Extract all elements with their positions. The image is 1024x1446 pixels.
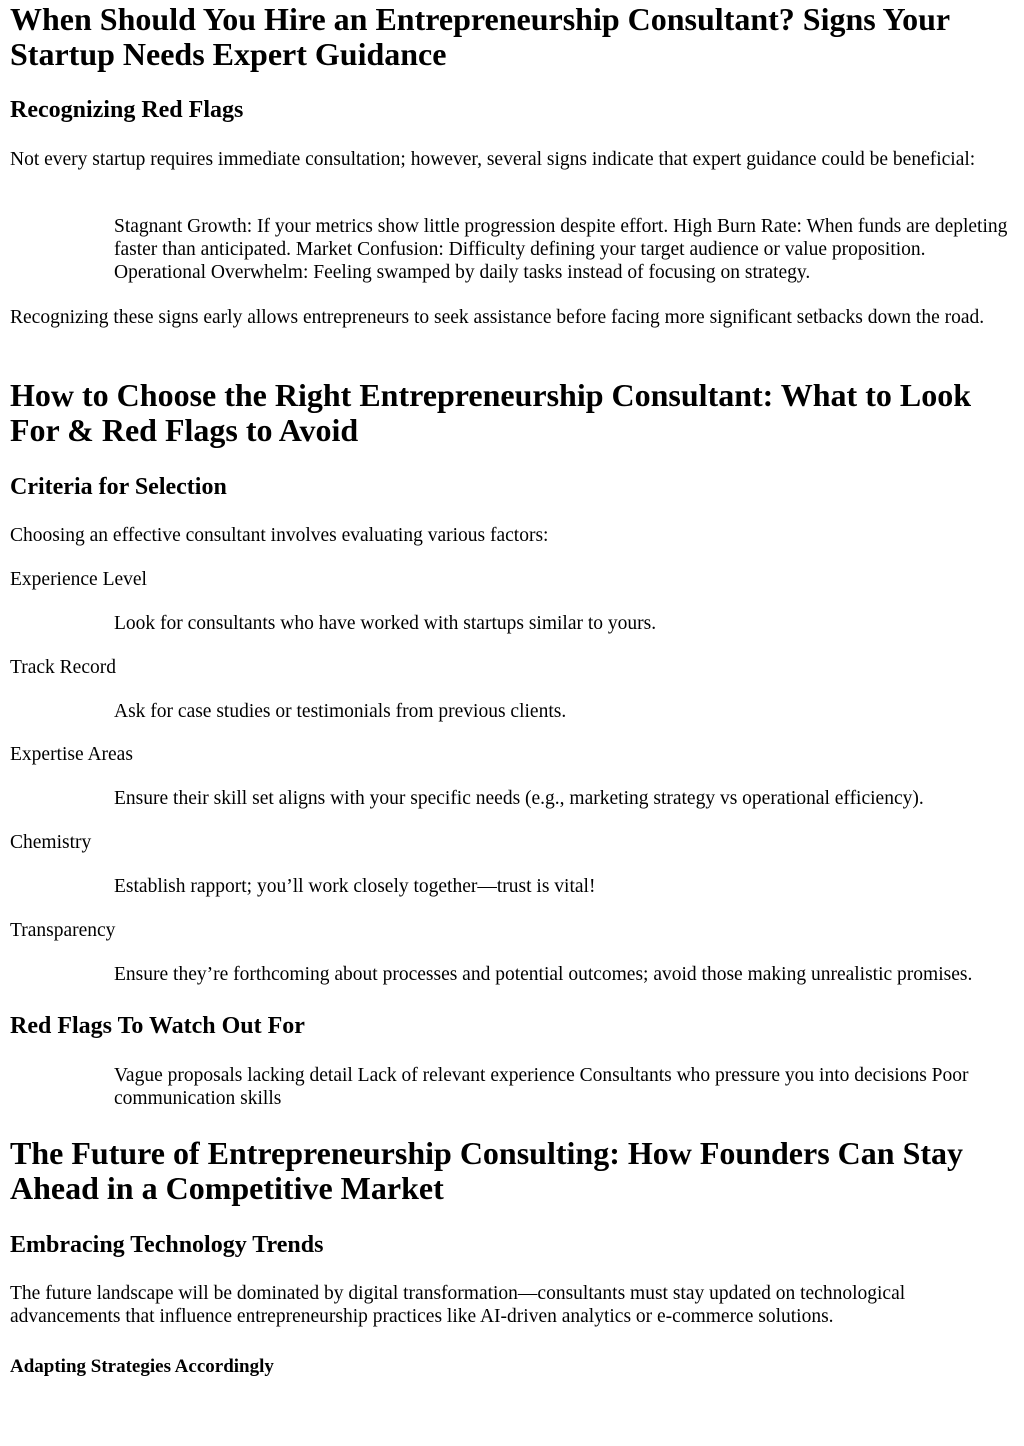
subheading-red-flags-watch: Red Flags To Watch Out For bbox=[10, 1013, 305, 1039]
criteria-term: Transparency bbox=[10, 920, 116, 941]
paragraph-criteria-intro: Choosing an effective consultant involves evaluating various factors: bbox=[10, 525, 549, 546]
section-title-hire: When Should You Hire an Entrepreneurship Consultant? Signs Your Startup Needs Expert Guidance bbox=[10, 1, 950, 72]
criteria-term: Experience Level bbox=[10, 569, 147, 590]
criteria-term: Chemistry bbox=[10, 832, 92, 853]
criteria-term: Expertise Areas bbox=[10, 744, 133, 765]
criteria-desc: Ask for case studies or testimonials from previous clients. bbox=[114, 701, 567, 722]
criteria-desc: Establish rapport; you’ll work closely together—trust is vital! bbox=[114, 876, 596, 897]
criteria-desc: Look for consultants who have worked with startups similar to yours. bbox=[114, 613, 657, 634]
subheading-adapting: Adapting Strategies Accordingly bbox=[10, 1356, 274, 1377]
paragraph-intro-signs: Not every startup requires immediate consultation; however, several signs indicate that expert guidance could be beneficial: bbox=[10, 149, 976, 170]
subheading-red-flags: Recognizing Red Flags bbox=[10, 97, 244, 123]
criteria-term: Track Record bbox=[10, 657, 116, 678]
subheading-technology: Embracing Technology Trends bbox=[10, 1232, 324, 1258]
criteria-desc: Ensure their skill set aligns with your specific needs (e.g., marketing strategy vs operational efficiency). bbox=[114, 788, 924, 809]
signs-list: Stagnant Growth: If your metrics show little progression despite effort. High Burn Rate: When funds are depleting faster than anticipated. Market Confusion: Difficulty defining your target audience or value proposition. Operational Overwhelm: Feeling swamped by daily tasks instead of focusing on strategy. bbox=[114, 216, 1008, 283]
paragraph-technology: The future landscape will be dominated by digital transformation—consultants must stay updated on technological advancements that influence entrepreneurship practices like AI-driven analytics or e-commerce solutions. bbox=[10, 1283, 906, 1327]
paragraph-outro-signs: Recognizing these signs early allows entrepreneurs to seek assistance before facing more significant setbacks down the road. bbox=[10, 307, 985, 328]
section-title-future: The Future of Entrepreneurship Consulting: How Founders Can Stay Ahead in a Competitive Market bbox=[10, 1135, 964, 1206]
criteria-desc: Ensure they’re forthcoming about processes and potential outcomes; avoid those making unrealistic promises. bbox=[114, 964, 973, 985]
section-title-choose: How to Choose the Right Entrepreneurship Consultant: What to Look For & Red Flags to Avoid bbox=[10, 377, 971, 448]
subheading-criteria: Criteria for Selection bbox=[10, 474, 227, 500]
red-flags-list: Vague proposals lacking detail Lack of relevant experience Consultants who pressure you into decisions Poor communication skills bbox=[114, 1065, 969, 1109]
